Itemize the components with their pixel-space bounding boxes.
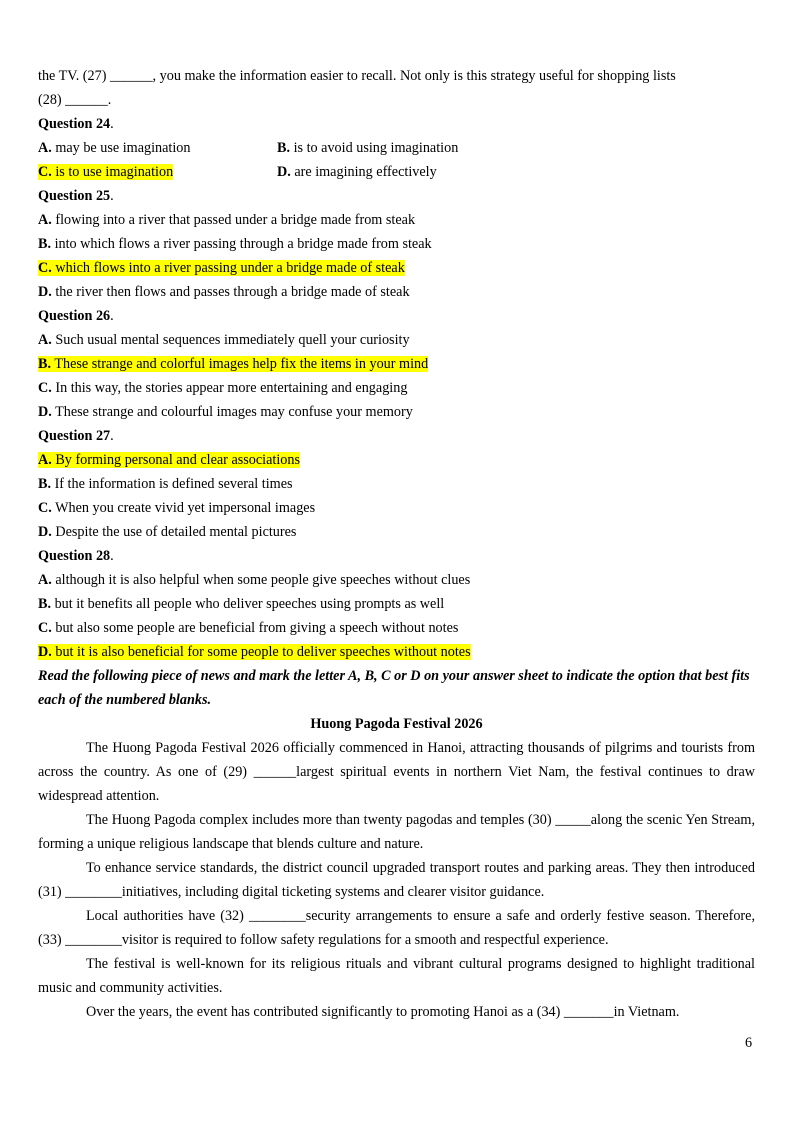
option-text: is to avoid using imagination <box>293 140 459 156</box>
option-letter: B. <box>38 596 52 612</box>
option-text: may be use imagination <box>55 140 191 156</box>
option-letter: D. <box>277 164 291 180</box>
question-heading: Question 26. <box>38 308 114 324</box>
instruction-text: Read the following piece of news and mark the letter A, B, C or D on your answer sheet to indicate the option that best fits each of the numbered blanks. <box>38 668 750 708</box>
answer-option <box>38 452 300 468</box>
intro-line-2: (28) ______. <box>38 92 112 108</box>
option-text: but it is also beneficial for some people to deliver speeches without notes <box>55 644 471 660</box>
intro-line-1: the TV. (27) ______, you make the information easier to recall. Not only is this strategy useful for shopping lists <box>38 68 676 84</box>
article-title: Huong Pagoda Festival 2026 <box>310 716 483 732</box>
question-label: Question 25 <box>38 188 111 204</box>
option-line <box>38 256 755 280</box>
answer-option <box>38 524 296 540</box>
option-letter: D. <box>38 284 52 300</box>
answer-option <box>38 572 470 588</box>
answer-option <box>38 260 405 276</box>
option-letter: D. <box>38 404 52 420</box>
answer-option <box>38 500 315 516</box>
option-text: into which flows a river passing through a bridge made from steak <box>54 236 432 252</box>
option-letter: D. <box>38 644 52 660</box>
option-letter: C. <box>38 500 52 516</box>
option-text: flowing into a river that passed under a bridge made from steak <box>55 212 416 228</box>
option-line <box>38 520 755 544</box>
question-heading: Question 25. <box>38 188 114 204</box>
option-letter: A. <box>38 452 52 468</box>
option-text: is to use imagination <box>55 164 174 180</box>
question-label: Question 27 <box>38 428 111 444</box>
option-row <box>38 160 755 184</box>
option-text: These strange and colorful images help fix the items in your mind <box>54 356 429 372</box>
article-body <box>38 736 755 1024</box>
question-heading: Question 24. <box>38 116 114 132</box>
option-text: although it is also helpful when some people give speeches without clues <box>55 572 471 588</box>
answer-option <box>38 164 173 180</box>
page-number: 6 <box>745 1035 753 1051</box>
option-letter: A. <box>38 572 52 588</box>
document-page <box>38 64 755 1024</box>
option-letter: C. <box>38 380 52 396</box>
question-heading: Question 27. <box>38 428 114 444</box>
answer-option <box>38 284 410 300</box>
option-line <box>38 232 755 256</box>
answer-option <box>38 404 413 420</box>
article-paragraph-2: The Huong Pagoda complex includes more than twenty pagodas and temples (30) _____along the scenic Yen Stream, forming a unique religious landscape that blends culture and nature. <box>38 812 755 852</box>
question-label: Question 24 <box>38 116 111 132</box>
answer-option <box>38 476 293 492</box>
option-letter: A. <box>38 332 52 348</box>
answer-option <box>38 380 407 396</box>
option-text: are imagining effectively <box>294 164 437 180</box>
article-paragraph-3: To enhance service standards, the district council upgraded transport routes and parking areas. They then introduced (31) ________initiatives, including digital ticketing systems and clearer visitor guidance. <box>38 860 755 900</box>
question-heading: Question 28. <box>38 548 114 564</box>
option-line <box>38 568 755 592</box>
answer-option <box>38 620 458 636</box>
answer-option <box>38 332 410 348</box>
option-line <box>38 616 755 640</box>
option-letter: B. <box>38 356 52 372</box>
option-letter: A. <box>38 212 52 228</box>
answer-option <box>38 644 471 660</box>
option-text: but it benefits all people who deliver speeches using prompts as well <box>54 596 445 612</box>
option-line <box>38 208 755 232</box>
answer-option <box>38 212 415 228</box>
option-line <box>38 328 755 352</box>
option-text: In this way, the stories appear more entertaining and engaging <box>55 380 408 396</box>
answer-option <box>38 140 191 156</box>
option-text: Despite the use of detailed mental pictures <box>55 524 297 540</box>
answer-option <box>277 164 437 180</box>
answer-option <box>38 356 428 372</box>
option-row <box>38 136 755 160</box>
option-text: the river then flows and passes through a bridge made of steak <box>55 284 410 300</box>
option-text: If the information is defined several times <box>54 476 293 492</box>
option-letter: B. <box>277 140 291 156</box>
option-line <box>38 280 755 304</box>
answer-option <box>38 596 444 612</box>
questions-section <box>38 112 755 664</box>
option-line <box>38 400 755 424</box>
option-letter: C. <box>38 620 52 636</box>
question-label: Question 28 <box>38 548 111 564</box>
article-paragraph-6: Over the years, the event has contributed significantly to promoting Hanoi as a (34) _______in Vietnam. <box>86 1004 680 1020</box>
article-paragraph-4: Local authorities have (32) ________security arrangements to ensure a safe and orderly festive season. Therefore, (33) ________visitor is required to follow safety regulations for a smooth and respectful experience. <box>38 908 755 948</box>
option-letter: A. <box>38 140 52 156</box>
option-letter: C. <box>38 260 52 276</box>
option-letter: B. <box>38 236 52 252</box>
article-paragraph-5: The festival is well-known for its religious rituals and vibrant cultural programs designed to highlight traditional music and community activities. <box>38 956 755 996</box>
option-line <box>38 640 755 664</box>
option-text: but also some people are beneficial from giving a speech without notes <box>55 620 459 636</box>
option-line <box>38 376 755 400</box>
option-text: These strange and colourful images may confuse your memory <box>55 404 413 420</box>
option-letter: C. <box>38 164 52 180</box>
option-line <box>38 448 755 472</box>
option-line <box>38 472 755 496</box>
option-text: Such usual mental sequences immediately quell your curiosity <box>55 332 410 348</box>
article-paragraph-1: The Huong Pagoda Festival 2026 officially commenced in Hanoi, attracting thousands of pilgrims and tourists from across the country. As one of (29) ______largest spiritual events in northern Viet Nam, the festival continues to draw widespread attention. <box>38 740 755 804</box>
option-letter: B. <box>38 476 52 492</box>
option-text: When you create vivid yet impersonal images <box>55 500 316 516</box>
option-text: By forming personal and clear associations <box>55 452 301 468</box>
answer-option <box>38 236 432 252</box>
option-text: which flows into a river passing under a bridge made of steak <box>55 260 405 276</box>
option-line <box>38 592 755 616</box>
option-line <box>38 496 755 520</box>
option-line <box>38 352 755 376</box>
question-label: Question 26 <box>38 308 111 324</box>
answer-option <box>277 140 458 156</box>
option-letter: D. <box>38 524 52 540</box>
